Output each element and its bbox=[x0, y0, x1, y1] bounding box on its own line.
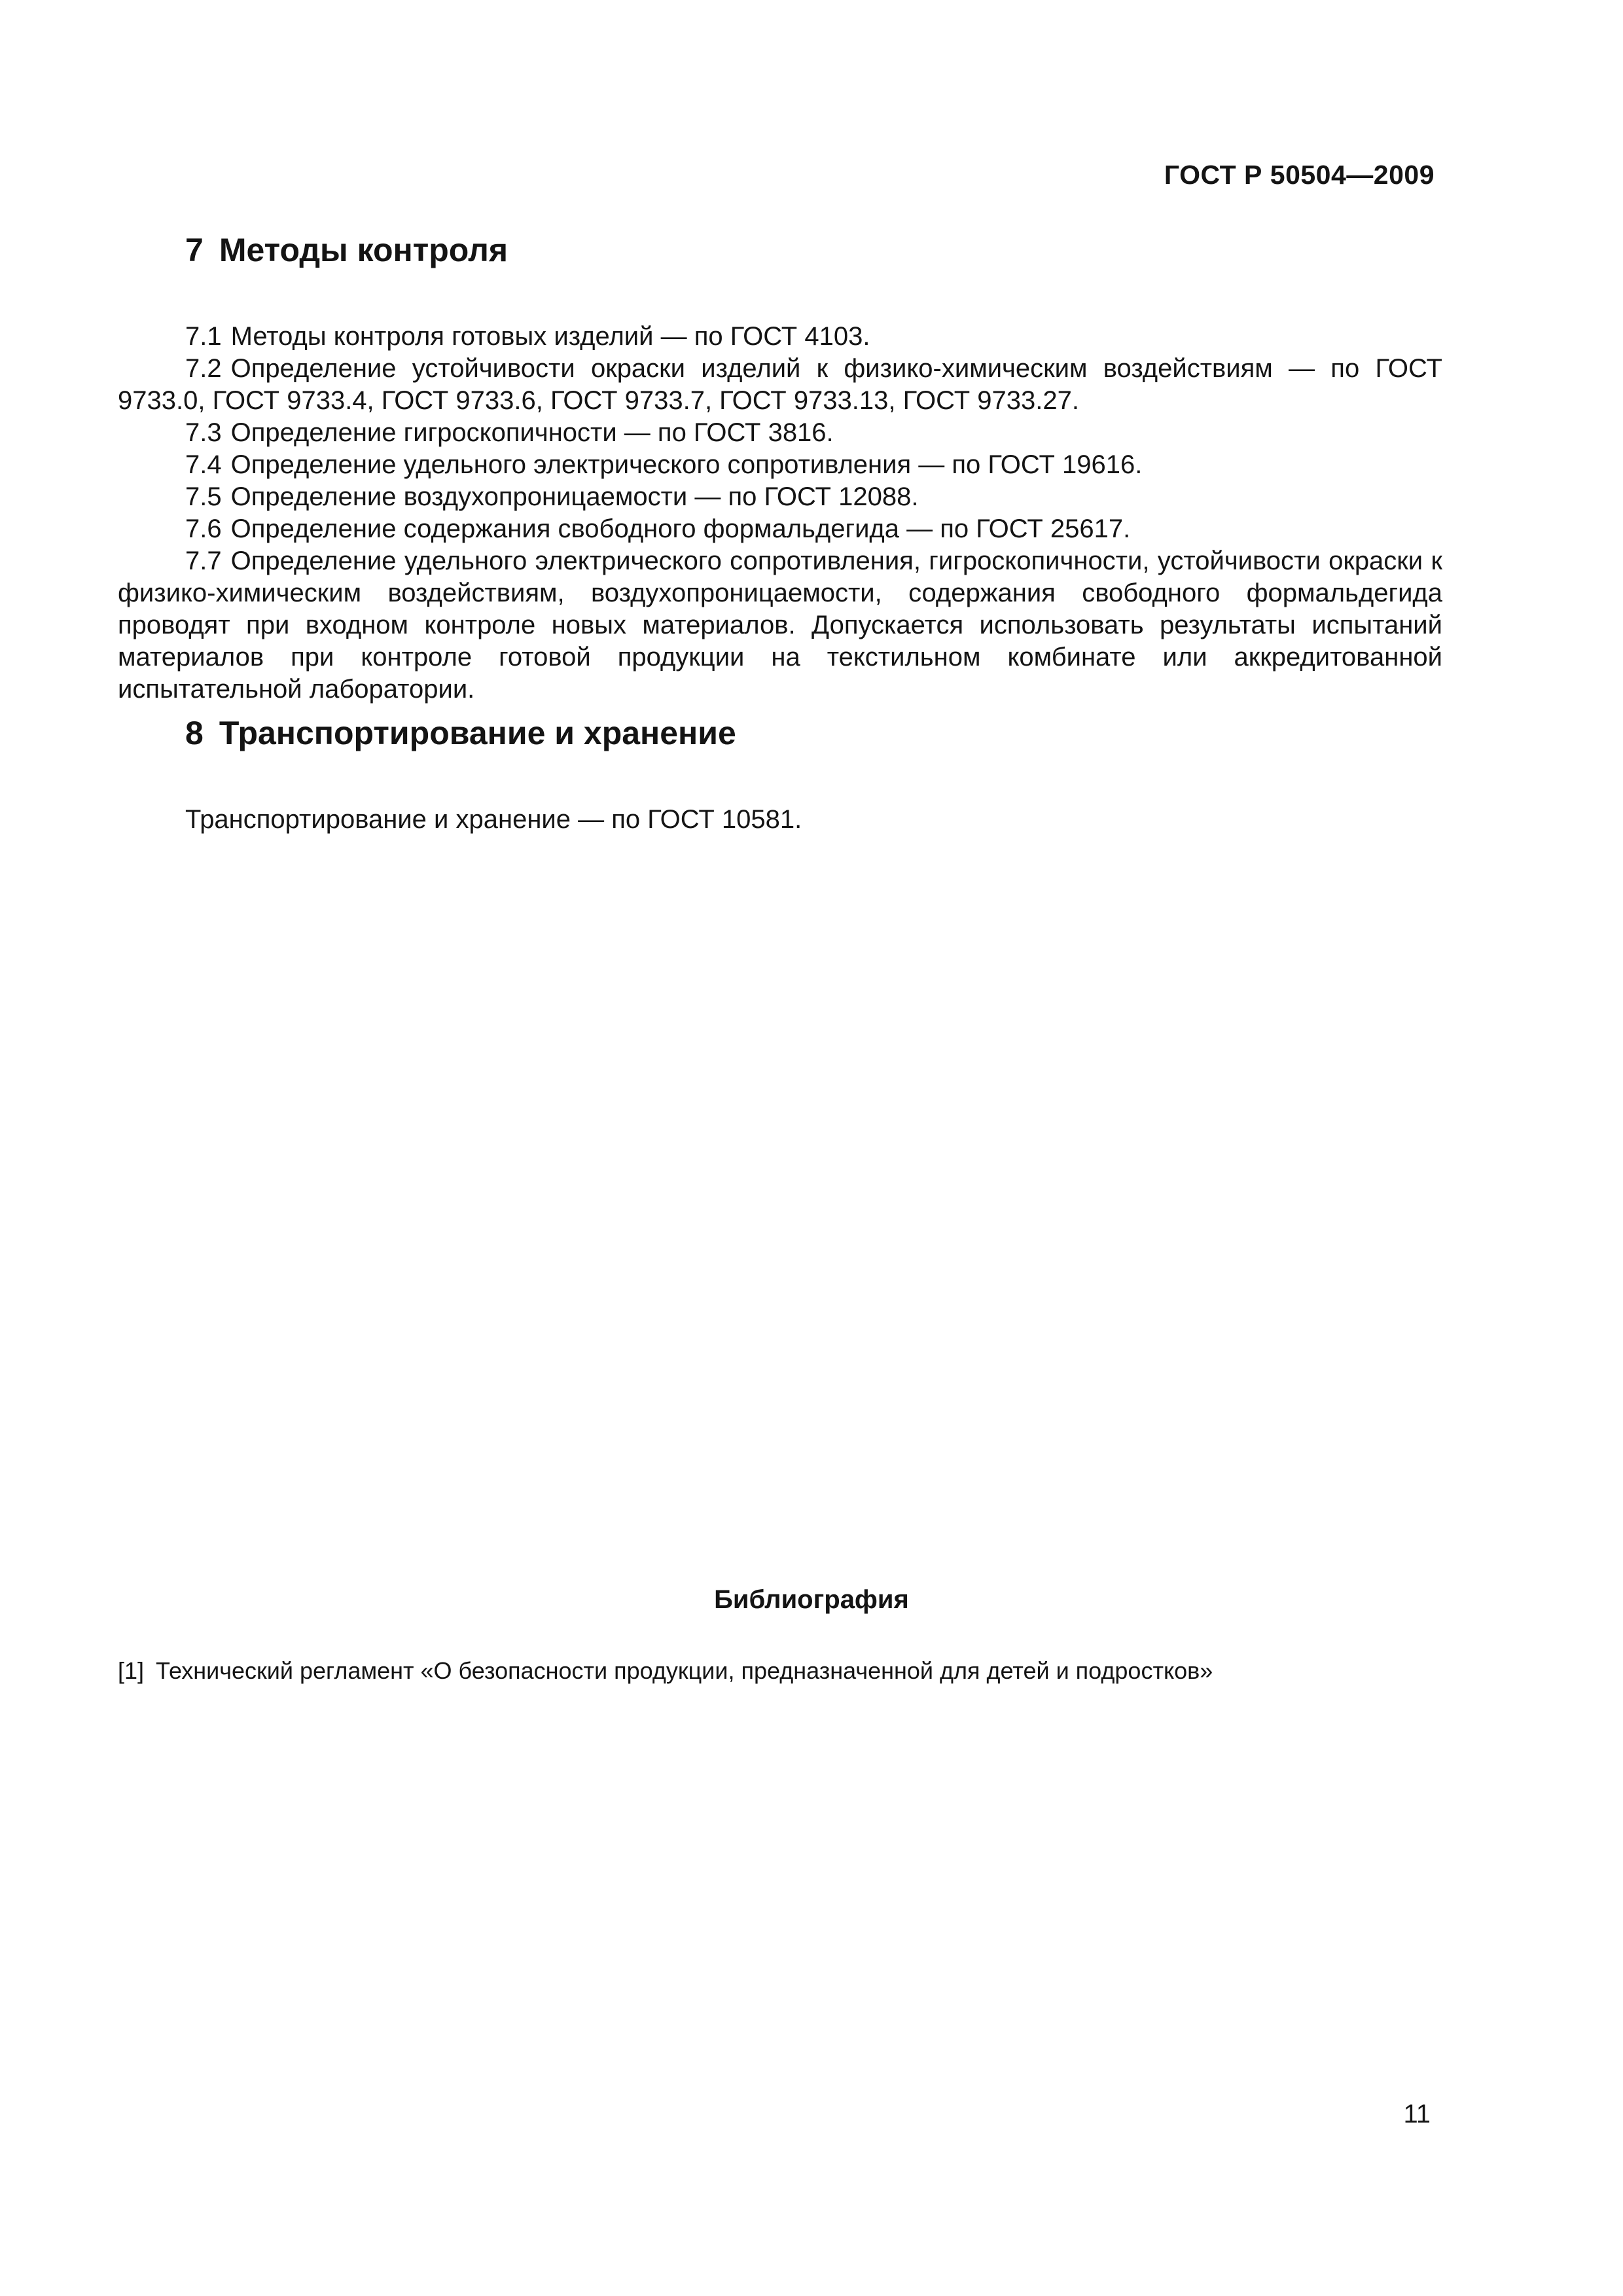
section-8-number: 8 bbox=[185, 715, 204, 751]
clause-7-6 bbox=[118, 513, 1442, 545]
section-7-heading bbox=[118, 230, 1442, 270]
clause-7-3 bbox=[118, 417, 1442, 449]
clause-7-2 bbox=[118, 353, 1442, 417]
clause-text: Определение удельного электрического сопротивления, гигроскопичности, устойчивости окраски к физико-химическим воздействиям, воздухопроницаемости, содержания свободного формальдегида проводят при входном контроле новых материалов. Допускается использовать результаты испытаний материалов при контроле готовой продукции на текстильном комбинате или аккредитованной испытательной лаборатории. bbox=[118, 547, 1442, 704]
section-8-body bbox=[118, 804, 1442, 836]
clause-7-4 bbox=[118, 449, 1442, 481]
section-8-title: Транспортирование и хранение bbox=[219, 715, 736, 751]
clause-text: Определение устойчивости окраски изделий к физико-химическим воздействиям — по ГОСТ 9733.0, ГОСТ 9733.4, ГОСТ 9733.6, ГОСТ 9733.7, ГОСТ 9733.13, ГОСТ 9733.27. bbox=[118, 354, 1442, 415]
section-7-body bbox=[118, 321, 1442, 706]
clause-number: 7.1 bbox=[185, 322, 222, 351]
section-7 bbox=[118, 230, 1442, 706]
bibliography-ref: [1] bbox=[118, 1657, 145, 1684]
section-8-heading bbox=[118, 713, 1442, 753]
section-8-text: Транспортирование и хранение — по ГОСТ 10581. bbox=[185, 805, 802, 834]
bibliography-list bbox=[118, 1656, 1442, 1686]
bibliography-text: Технический регламент «О безопасности продукции, предназначенной для детей и подростков» bbox=[156, 1657, 1213, 1684]
clause-number: 7.3 bbox=[185, 418, 222, 447]
clause-7-5 bbox=[118, 481, 1442, 513]
clause-7-1 bbox=[118, 321, 1442, 353]
clause-number: 7.7 bbox=[185, 547, 222, 575]
section-7-number: 7 bbox=[185, 232, 204, 268]
clause-text: Определение гигроскопичности — по ГОСТ 3816. bbox=[230, 418, 834, 447]
bibliography-title: Библиография bbox=[714, 1585, 909, 1614]
clause-number: 7.5 bbox=[185, 482, 222, 511]
section-7-title: Методы контроля bbox=[219, 232, 508, 268]
clause-number: 7.2 bbox=[185, 354, 222, 383]
clause-text: Методы контроля готовых изделий — по ГОСТ 4103. bbox=[230, 322, 870, 351]
document-code: ГОСТ Р 50504—2009 bbox=[1164, 160, 1435, 190]
clause-text: Определение содержания свободного формальдегида — по ГОСТ 25617. bbox=[230, 514, 1131, 543]
bibliography-item bbox=[118, 1656, 1442, 1686]
clause-text: Определение воздухопроницаемости — по ГОСТ 12088. bbox=[230, 482, 919, 511]
clause-number: 7.6 bbox=[185, 514, 222, 543]
page-number: 11 bbox=[1403, 2100, 1431, 2128]
clause-number: 7.4 bbox=[185, 450, 222, 479]
clause-text: Определение удельного электрического сопротивления — по ГОСТ 19616. bbox=[230, 450, 1143, 479]
clause-7-7 bbox=[118, 545, 1442, 706]
section-8 bbox=[118, 713, 1442, 836]
